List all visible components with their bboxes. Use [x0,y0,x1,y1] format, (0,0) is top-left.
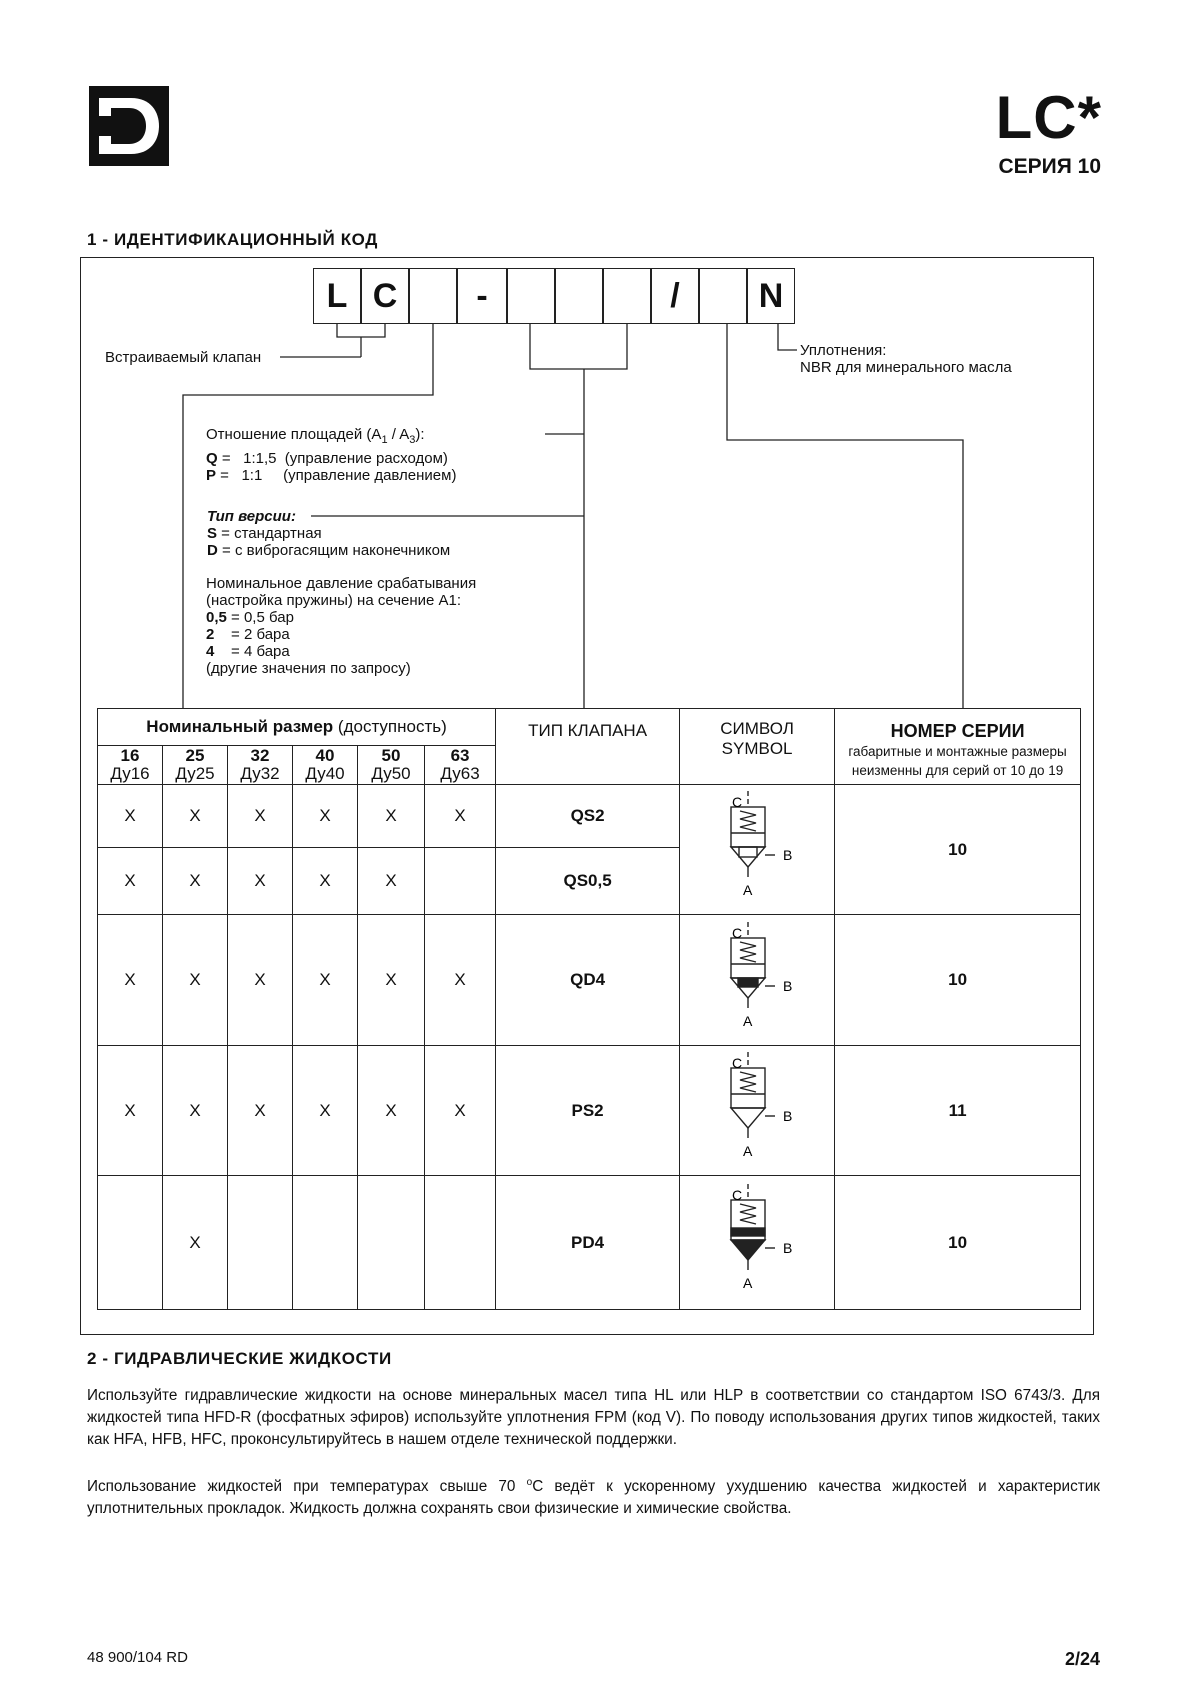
svg-text:A: A [743,1143,753,1159]
valve-symbol-qd-icon [682,916,832,1040]
size-50: 50 Ду50 [358,746,425,785]
valve-type: QS0,5 [496,848,680,915]
size-63: 63 Ду63 [425,746,496,785]
option-p4: 4 = 4 бара [206,643,290,660]
valve-symbol-ps-icon [682,1046,832,1170]
code-box-10: N [747,268,795,324]
svg-text:C: C [732,794,743,810]
mark-cell [358,1176,425,1310]
fluids-paragraph-2: Использование жидкостей при температурах свыше 70 $^o$C ведёт к ускоренному ухудшению качества жидкостей и характеристик уплотнительных прокладок. Жидкость должна сохранять свои физические и химические свойства. [87,1477,1100,1518]
svg-text:B: B [783,1108,793,1124]
series-number: 10 [835,915,1081,1046]
document-code: 48 900/104 RD [87,1649,188,1666]
mark-cell [425,848,496,915]
series-number: 10 [835,1176,1081,1310]
model-title: LC* [995,84,1102,151]
option-s: S = стандартная [207,525,322,542]
svg-text:B: B [783,1240,793,1256]
mark-cell: X [228,915,293,1046]
valve-symbol-ps [680,1046,835,1176]
valve-symbol-pd [680,1176,835,1310]
mark-cell [98,1176,163,1310]
valve-type: PS2 [496,1046,680,1176]
mark-cell: X [163,1176,228,1310]
mark-cell: X [98,848,163,915]
size-16: 16 Ду16 [98,746,163,785]
mark-cell [228,1176,293,1310]
code-box-1: L [313,268,361,324]
valve-type: QS2 [496,785,680,848]
svg-text:A: A [743,882,753,898]
type-header: ТИП КЛАПАНА [496,709,680,785]
mark-cell: X [358,848,425,915]
mark-cell: X [98,915,163,1046]
valve-type: QD4 [496,915,680,1046]
size-25: 25 Ду25 [163,746,228,785]
table-row [98,785,1081,848]
valve-symbol-qs [680,785,835,915]
mark-cell: X [293,848,358,915]
valve-table [97,708,1081,1310]
svg-text:A: A [743,1012,753,1029]
valve-symbol-qs-icon [682,785,832,909]
mark-cell: X [358,915,425,1046]
svg-text:C: C [732,1187,743,1203]
code-box-4: - [457,268,507,324]
mark-cell: X [425,1046,496,1176]
builtin-valve-label: Встраиваемый клапан [105,349,262,366]
mark-cell [293,1176,358,1310]
option-q: Q = 1:1,5 (управление расходом) [206,450,448,467]
mark-cell [425,1176,496,1310]
option-p05: 0,5 = 0,5 бар [206,609,294,626]
version-type-label: Тип версии: [207,508,296,525]
size-32: 32 Ду32 [228,746,293,785]
seals-value: NBR для минерального масла [800,359,1012,376]
series-header: НОМЕР СЕРИИ габаритные и монтажные размеры неизменны для серий от 10 до 19 [835,709,1081,785]
svg-text:C: C [732,924,743,941]
size-header: Номинальный размер (доступность) [98,709,496,746]
code-box-2: C [361,268,409,324]
section-1-title: 1 - ИДЕНТИФИКАЦИОННЫЙ КОД [87,230,378,249]
pressure-label-2: (настройка пружины) на сечение A1: [206,592,462,609]
pressure-label-1: Номинальное давление срабатывания [206,575,477,592]
mark-cell: X [228,1046,293,1176]
seals-title: Уплотнения: [800,342,887,359]
mark-cell: X [163,848,228,915]
svg-text:B: B [783,847,793,863]
mark-cell: X [358,1046,425,1176]
mark-cell: X [293,785,358,848]
mark-cell: X [163,915,228,1046]
pressure-other: (другие значения по запросу) [206,660,411,677]
option-d: D = с виброгасящим наконечником [207,542,451,559]
option-p2: 2 = 2 бара [206,626,290,643]
table-row [98,915,1081,1046]
page-number: 2/24 [1064,1649,1100,1669]
code-box-8: / [651,268,699,324]
table-row [98,1046,1081,1176]
section-2-title: 2 - ГИДРАВЛИЧЕСКИЕ ЖИДКОСТИ [87,1349,392,1368]
symbol-header: СИМВОЛ SYMBOL [680,709,835,785]
mark-cell: X [98,785,163,848]
svg-text:C: C [732,1055,743,1071]
series-title: СЕРИЯ 10 [998,155,1101,178]
mark-cell: X [98,1046,163,1176]
svg-text:B: B [783,977,793,994]
option-p: P = 1:1 (управление давлением) [206,467,457,484]
svg-text:A: A [743,1275,753,1291]
table-row [98,1176,1081,1310]
mark-cell: X [228,785,293,848]
mark-cell: X [358,785,425,848]
mark-cell: X [228,848,293,915]
mark-cell: X [293,915,358,1046]
mark-cell: X [293,1046,358,1176]
mark-cell: X [425,785,496,848]
series-number: 10 [835,785,1081,915]
mark-cell: X [163,785,228,848]
area-ratio-label: Отношение площадей $(A_1 / A_3)$: [206,426,425,446]
fluids-paragraph-1: Используйте гидравлические жидкости на основе минеральных масел типа HL или HLP в соответствии со стандартом ISO 6743/3. Для жидкостей типа HFD-R (фосфатных эфиров) используйте уплотнения FPM (код V). По поводу использования других типов жидкостей, таких как HFA, HFB, HFC, проконсультируйтесь в нашем отделе технической поддержки. [87,1387,1100,1448]
series-number: 11 [835,1046,1081,1176]
mark-cell: X [425,915,496,1046]
valve-symbol-qd [680,915,835,1046]
mark-cell: X [163,1046,228,1176]
valve-symbol-pd-icon [682,1178,832,1302]
valve-type: PD4 [496,1176,680,1310]
size-40: 40 Ду40 [293,746,358,785]
